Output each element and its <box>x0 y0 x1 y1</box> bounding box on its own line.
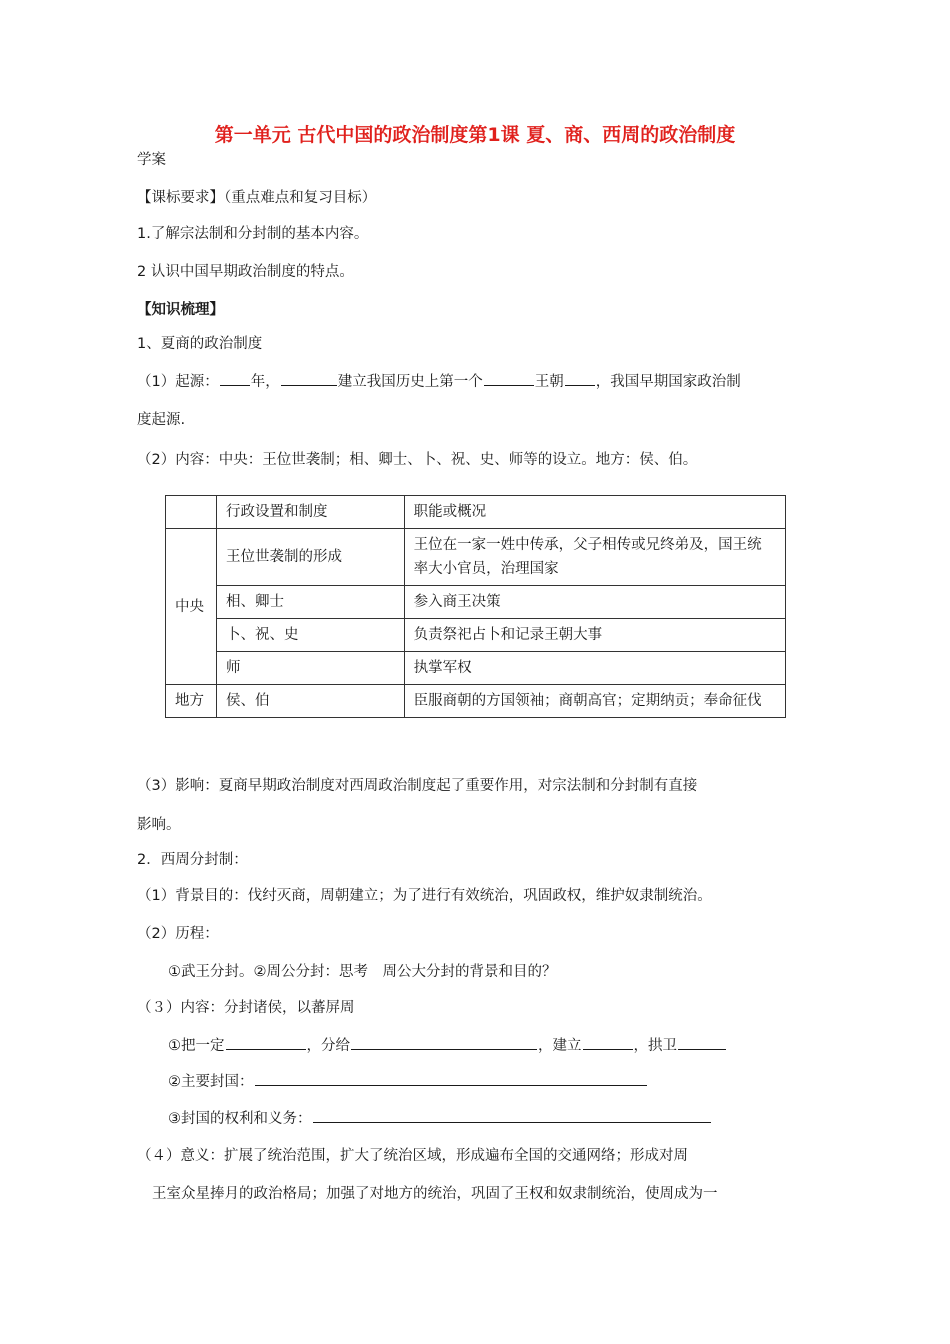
fill-blank <box>226 1035 306 1050</box>
fill-blank <box>678 1035 726 1050</box>
origin-line-cont: 度起源. <box>137 412 186 428</box>
origin-text: 年， <box>250 374 280 390</box>
process-heading: （2）历程： <box>137 926 219 942</box>
requirements-heading-label: 【课标要求】 <box>137 190 224 206</box>
table-cell: 卜、祝、史 <box>216 619 404 652</box>
origin-line <box>137 371 741 392</box>
content-item-text: ，分给 <box>306 1038 350 1054</box>
table-row <box>166 652 786 685</box>
content-item-text: ①把一定 <box>168 1038 225 1054</box>
requirement-item: 2 认识中国早期政治制度的特点。 <box>137 264 354 280</box>
table-row <box>166 529 786 586</box>
government-table <box>165 495 786 718</box>
significance-line: （４）意义：扩展了统治范围，扩大了统治区域，形成遍布全国的交通网络；形成对周 <box>137 1148 688 1164</box>
table-row <box>166 586 786 619</box>
background-line: （1）背景目的：伐纣灭商，周朝建立；为了进行有效统治，巩固政权，维护奴隶制统治。 <box>137 888 712 904</box>
fill-blank <box>313 1108 711 1123</box>
significance-line-cont: 王室众星捧月的政治格局；加强了对地方的统治，巩固了王权和奴隶制统治，使周成为一 <box>152 1186 718 1202</box>
document-subtitle: 学案 <box>137 152 166 168</box>
table-row <box>166 685 786 718</box>
table-cell: 相、卿士 <box>216 586 404 619</box>
table-header-cell: 职能或概况 <box>404 496 785 529</box>
content-item-1 <box>168 1035 727 1056</box>
document-title: 第一单元 古代中国的政治制度第1课 夏、商、西周的政治制度 <box>214 124 736 146</box>
table-cell: 执掌军权 <box>404 652 785 685</box>
table-header-cell: 行政设置和制度 <box>216 496 404 529</box>
table-cell: 臣服商朝的方国领袖；商朝高官；定期纳贡；奉命征伐 <box>404 685 785 718</box>
requirement-item: 1.了解宗法制和分封制的基本内容。 <box>137 226 369 242</box>
fill-blank <box>281 371 337 386</box>
table-cell: 师 <box>216 652 404 685</box>
origin-text: （1）起源： <box>137 374 219 390</box>
content-item-text: ③封国的权利和义务： <box>168 1111 312 1127</box>
process-detail: ①武王分封。②周公分封：思考 周公大分封的背景和目的？ <box>168 964 557 980</box>
fill-blank <box>565 371 595 386</box>
content-heading: （３）内容：分封诸侯，以蕃屏周 <box>137 1000 355 1016</box>
fill-blank <box>484 371 534 386</box>
local-label-cell: 地方 <box>166 685 217 718</box>
central-label-cell: 中央 <box>166 529 217 685</box>
section2-heading: 2．西周分封制： <box>137 852 248 868</box>
table-cell: 参入商王决策 <box>404 586 785 619</box>
origin-text: 王朝 <box>534 374 564 390</box>
fill-blank <box>255 1071 647 1086</box>
origin-text: 建立我国历史上第一个 <box>337 374 483 390</box>
table-cell: 负责祭祀占卜和记录王朝大事 <box>404 619 785 652</box>
fill-blank <box>351 1035 537 1050</box>
content-line: （2）内容：中央：王位世袭制；相、卿士、卜、祝、史、师等的设立。地方：侯、伯。 <box>137 452 698 468</box>
fill-blank <box>583 1035 633 1050</box>
content-item-text: ②主要封国： <box>168 1074 254 1090</box>
requirements-heading-note: （重点难点和复习目标） <box>224 190 377 206</box>
knowledge-heading: 【知识梳理】 <box>137 302 224 318</box>
section1-heading: 1、夏商的政治制度 <box>137 336 263 352</box>
requirements-heading <box>137 188 376 208</box>
influence-line: （3）影响：夏商早期政治制度对西周政治制度起了重要作用，对宗法制和分封制有直接 <box>137 778 698 794</box>
table-header-row <box>166 496 786 529</box>
fill-blank <box>220 371 250 386</box>
table-cell: 王位在一家一姓中传承，父子相传或兄终弟及，国王统率大小官员，治理国家 <box>404 529 785 586</box>
content-item-3 <box>168 1108 712 1129</box>
content-item-2 <box>168 1071 648 1092</box>
table-header-cell <box>166 496 217 529</box>
origin-text: ，我国早期国家政治制 <box>595 374 741 390</box>
influence-line-cont: 影响。 <box>137 817 181 833</box>
table-cell: 王位世袭制的形成 <box>216 529 404 586</box>
table-row <box>166 619 786 652</box>
content-item-text: ，拱卫 <box>633 1038 677 1054</box>
content-item-text: ，建立 <box>538 1038 582 1054</box>
table-cell: 侯、伯 <box>216 685 404 718</box>
